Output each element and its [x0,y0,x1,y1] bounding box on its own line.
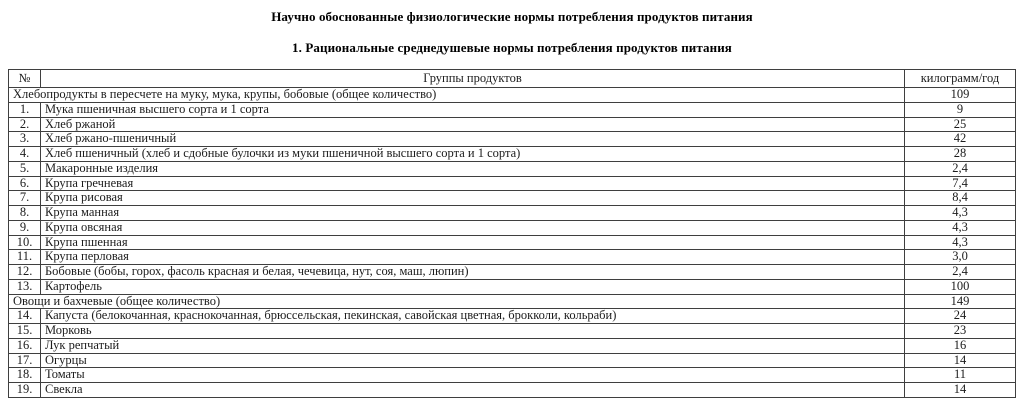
row-number: 14. [9,309,41,324]
row-label: Крупа перловая [41,250,905,265]
row-value: 4,3 [905,220,1016,235]
row-label: Морковь [41,324,905,339]
table-row [9,235,1016,250]
col-header-number: № [9,70,41,88]
table-row [9,102,1016,117]
row-label: Огурцы [41,353,905,368]
table-row [9,383,1016,398]
row-value: 8,4 [905,191,1016,206]
row-number: 11. [9,250,41,265]
table-row [9,309,1016,324]
row-label: Крупа рисовая [41,191,905,206]
table-row [9,117,1016,132]
row-value: 14 [905,383,1016,398]
row-number: 19. [9,383,41,398]
row-number: 5. [9,161,41,176]
row-label: Свекла [41,383,905,398]
table-row [9,220,1016,235]
row-number: 3. [9,132,41,147]
row-number: 17. [9,353,41,368]
row-value: 4,3 [905,235,1016,250]
row-number: 6. [9,176,41,191]
group-row [9,88,1016,103]
table-row [9,279,1016,294]
row-value: 7,4 [905,176,1016,191]
row-value: 9 [905,102,1016,117]
row-label: Томаты [41,368,905,383]
table-row [9,206,1016,221]
row-value: 109 [905,88,1016,103]
row-value: 42 [905,132,1016,147]
table-row [9,368,1016,383]
row-label: Макаронные изделия [41,161,905,176]
table-row [9,324,1016,339]
row-label: Хлеб пшеничный (хлеб и сдобные булочки из муки пшеничной высшего сорта и 1 сорта) [41,147,905,162]
row-label: Хлеб ржаной [41,117,905,132]
table-body [9,88,1016,398]
table-row [9,191,1016,206]
section-title: 1. Рациональные среднедушевые нормы потребления продуктов питания [292,40,732,55]
row-value: 24 [905,309,1016,324]
row-label: Капуста (белокочанная, краснокочанная, брюссельская, пекинская, савойская цветная, брокколи, кольраби) [41,309,905,324]
row-label: Картофель [41,279,905,294]
row-value: 11 [905,368,1016,383]
group-label: Овощи и бахчевые (общее количество) [9,294,905,309]
row-value: 4,3 [905,206,1016,221]
row-label: Мука пшеничная высшего сорта и 1 сорта [41,102,905,117]
row-value: 16 [905,338,1016,353]
row-label: Хлеб ржано-пшеничный [41,132,905,147]
row-number: 12. [9,265,41,280]
table-row [9,176,1016,191]
row-label: Крупа манная [41,206,905,221]
table-row [9,353,1016,368]
row-label: Крупа пшенная [41,235,905,250]
table-row [9,161,1016,176]
row-number: 7. [9,191,41,206]
row-number: 16. [9,338,41,353]
nutrition-norms-table [8,69,1016,398]
row-value: 2,4 [905,161,1016,176]
row-number: 9. [9,220,41,235]
row-value: 23 [905,324,1016,339]
row-value: 149 [905,294,1016,309]
document-title: Научно обоснованные физиологические нормы потребления продуктов питания [271,9,753,24]
row-number: 8. [9,206,41,221]
col-header-value: килограмм/год [905,70,1016,88]
table-row [9,132,1016,147]
row-value: 2,4 [905,265,1016,280]
group-label: Хлебопродукты в пересчете на муку, мука, крупы, бобовые (общее количество) [9,88,905,103]
table-row [9,338,1016,353]
row-value: 25 [905,117,1016,132]
row-number: 1. [9,102,41,117]
row-label: Бобовые (бобы, горох, фасоль красная и белая, чечевица, нут, соя, маш, люпин) [41,265,905,280]
row-number: 13. [9,279,41,294]
table-row [9,250,1016,265]
row-number: 18. [9,368,41,383]
table-header-row [9,70,1016,88]
row-number: 10. [9,235,41,250]
row-label: Крупа овсяная [41,220,905,235]
row-value: 3,0 [905,250,1016,265]
row-number: 15. [9,324,41,339]
row-value: 14 [905,353,1016,368]
row-number: 2. [9,117,41,132]
group-row [9,294,1016,309]
table-row [9,147,1016,162]
row-label: Крупа гречневая [41,176,905,191]
row-value: 100 [905,279,1016,294]
row-label: Лук репчатый [41,338,905,353]
row-number: 4. [9,147,41,162]
row-value: 28 [905,147,1016,162]
table-row [9,265,1016,280]
col-header-group: Группы продуктов [41,70,905,88]
